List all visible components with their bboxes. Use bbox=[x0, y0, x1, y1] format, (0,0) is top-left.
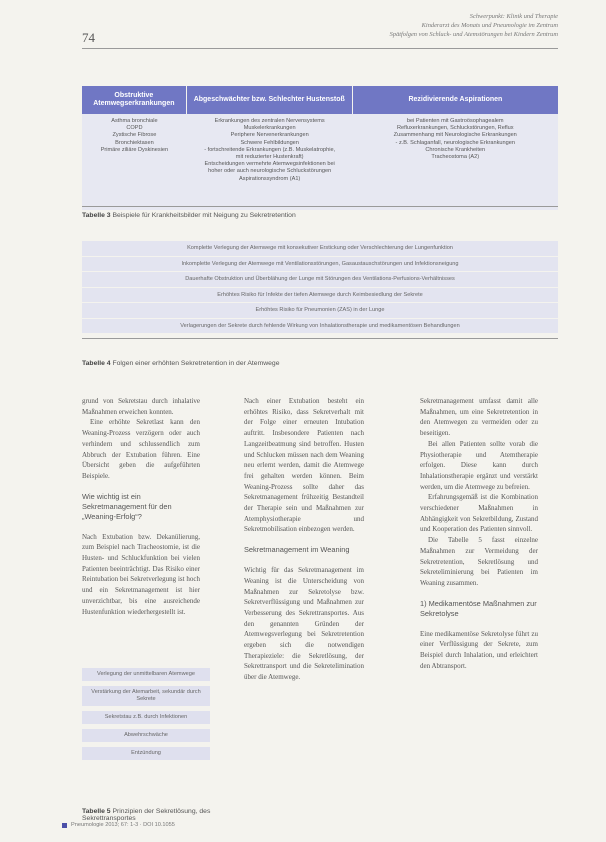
table-cell: Entscheidungen vermehrte Atemwegsinfektionen bei bbox=[204, 161, 335, 168]
table-3 bbox=[82, 86, 558, 210]
paragraph: Nach Extubation bzw. Dekanülierung, zum Beispiel nach Tracheostomie, ist die Husten- und Schluckfunktion bei vielen Patienten beeinträchtigt. Das Risiko einer Reintubation bei Sekretverlegung ist hoch und ein Sekretmanagement ist hier unverzichtbar, bis eine ausreichende Hustenfunktion wiederhergestellt ist. bbox=[82, 532, 200, 616]
table-cell: Asthma bronchiale bbox=[111, 118, 158, 124]
flow-box: Entzündung bbox=[82, 747, 210, 760]
table-cell: - z.B. Schlaganfall, neurologische Erkrankungen bbox=[395, 139, 515, 146]
table-cell: Erkrankungen des zentralen Nervensystems bbox=[214, 118, 325, 124]
header-rule bbox=[82, 48, 558, 49]
page-number: 74 bbox=[82, 30, 95, 45]
flow-box: Sekretstau z.B. durch Infektionen bbox=[82, 711, 210, 724]
table-cell: Bronchiektasen bbox=[115, 139, 154, 146]
flow-diagram bbox=[82, 668, 210, 765]
table-row: Inkomplette Verlegung der Atemwege mit Ventilationsstörungen, Gasaustauschstörungen und Infektionsneigung bbox=[82, 256, 558, 272]
table-cell: COPD bbox=[126, 125, 143, 132]
flow-box: Verstärkung der Atemarbeit, sekundär durch Sekrete bbox=[82, 686, 210, 706]
caption-text: Prinzipien der Sekretlösung, des Sekrettransportes bbox=[82, 808, 211, 822]
running-head-line: Kinderarzt des Monats und Pneumologie im Zentrum bbox=[421, 22, 558, 29]
table-column bbox=[352, 118, 558, 210]
footer-square-icon bbox=[62, 823, 67, 828]
table-4-caption bbox=[82, 360, 280, 367]
table-cell: Primäre ziliäre Dyskinesien bbox=[100, 146, 169, 153]
running-head-line: Spätfolgen von Schluck- und Atemstörungen bei Kindern Zentrum bbox=[389, 31, 558, 38]
running-head bbox=[258, 12, 558, 39]
table-cell: bei Patienten mit Gastroösophagealem bbox=[406, 118, 504, 124]
table-cell: Schwere Fehlbildungen bbox=[240, 139, 299, 146]
flow-box: Abwehrschwäche bbox=[82, 729, 210, 742]
caption-text: Beispiele für Krankheitsbilder mit Neigung zu Sekretretention bbox=[112, 212, 296, 219]
running-head-line: Schwerpunkt: Klinik und Therapie bbox=[469, 13, 558, 20]
footer-text: Pneumologie 2013; 67: 1-3 · DOI 10.1055 bbox=[71, 822, 175, 828]
table-cell: Chronische Krankheiten bbox=[425, 146, 486, 153]
text-column-middle bbox=[244, 396, 364, 683]
paragraph: Erfahrungsgemäß ist die Kombination verschiedener Maßnahmen in Abhängigkeit von Sekretbildung, Zustand und Kooperation des Patienten sinnvoll. bbox=[420, 493, 538, 534]
table-cell: hoher oder auch neurologische Schluckstörungen bbox=[208, 168, 332, 175]
header-cell: Obstruktive Atemwegserkrankungen bbox=[93, 92, 175, 107]
flow-box: Verlegung der unmittelbaren Atemwege bbox=[82, 668, 210, 681]
paragraph: Wichtig für das Sekretmanagement im Weaning ist die Unterscheidung von Maßnahmen zur Sekretolyse bzw. Sekretverflüssigung und Maßnahmen zur Verbesserung des Sekrettransportes. Aus den genannten Gründen der Atemwegsverlegung bei Sekretretention ergeben sich die notwendigen Therapieziele: die Sekretlösung, der Sekrettransport und die Sekretelimination über die Atemwege. bbox=[244, 566, 364, 682]
table-cell: Zystische Fibrose bbox=[112, 132, 157, 139]
table-column bbox=[187, 118, 353, 210]
table-cell: Muskelerkrankungen bbox=[243, 125, 296, 132]
table-row: Dauerhafte Obstruktion und Überblähung der Lunge mit Störungen des Ventilations-Perfusions-Verhältnisses bbox=[82, 271, 558, 287]
table-header bbox=[82, 86, 558, 114]
table-rule bbox=[82, 206, 558, 207]
paragraph: Die Tabelle 5 fasst einzelne Maßnahmen zur Vermeidung der Sekretretention, Sekretlösung und Sekreteliminierung bei Patienten im Weaning zusammen. bbox=[420, 536, 538, 587]
section-heading: 1) Medikamentöse Maßnahmen zur Sekretolyse bbox=[420, 598, 537, 618]
table-column bbox=[82, 118, 187, 210]
table-row: Verlagerungen der Sekrete durch fehlende Wirkung von Inhalationstherapie und medikamentösen Behandlungen bbox=[82, 318, 558, 334]
table-cell: Refluxerkrankungen, Schluckstörungen, Reflux bbox=[396, 125, 514, 132]
caption-label: Tabelle 4 bbox=[82, 360, 111, 367]
paragraph: Eine erhöhte Sekretlast kann den Weaning-Prozess verzögern oder auch verhindern und schlussendlich zum Abbruch der Extubation führen. Eine Übersicht geben die aufgeführten Beispiele. bbox=[82, 418, 200, 480]
table-cell: Zusammenhang mit Neurologische Erkrankungen bbox=[393, 132, 517, 139]
table-cell: mit reduzierter Hustenkraft) bbox=[235, 154, 304, 161]
table-4 bbox=[82, 240, 558, 333]
header-cell: Abgeschwächter bzw. Schlechter Hustenstoß bbox=[186, 86, 352, 114]
table-rule bbox=[82, 338, 558, 339]
table-3-caption bbox=[82, 212, 296, 219]
caption-label: Tabelle 3 bbox=[82, 212, 111, 219]
paragraph: Nach einer Extubation besteht ein erhöhtes Risiko, dass Sekretverhalt mit der Folge einer erneuten Intubation auftritt. Insbesondere Patienten nach Langzeitbeatmung sind betroffen. Husten und Schlucken müssen nach dem Weaning neu erlernt werden, damit die Atemwege frei gehalten werden können. Beim Weaning-Prozess sollte daher das Sekretmanagement frühzeitig Bestandteil der Therapie sein und Maßnahmen zur Atemphysiotherapie und Sekretmobilisation einbezogen werden. bbox=[244, 397, 364, 534]
text-column-right bbox=[420, 396, 538, 671]
table-cell: - fortschreitende Erkrankungen (z.B. Muskelatrophie, bbox=[204, 146, 336, 153]
paragraph: Eine medikamentöse Sekretolyse führt zu einer Verflüssigung der Sekrete, zum Beispiel durch Inhalation, und erleichtert den Abtransport. bbox=[420, 629, 538, 670]
table-row: Komplette Verlegung der Atemwege mit konsekutiver Erstickung oder Verschlechterung der Lungenfunktion bbox=[82, 240, 558, 256]
section-heading: Sekretmanagement im Weaning bbox=[244, 545, 350, 555]
table-5-caption bbox=[82, 808, 222, 822]
text-column-left bbox=[82, 396, 200, 617]
paragraph: grund von Sekretstau durch inhalative Maßnahmen erweichen konnten. bbox=[82, 397, 200, 416]
table-cell: Periphere Nervenerkrankungen bbox=[230, 132, 309, 139]
paragraph: Bei allen Patienten sollte vorab die Physiotherapie und Atemtherapie erfolgen. Diese kann durch Inhalationstherapie ergänzt und verstärkt werden, um die Atemwege zu befreien. bbox=[420, 439, 538, 491]
caption-label: Tabelle 5 bbox=[82, 808, 111, 815]
table-body bbox=[82, 114, 558, 210]
caption-text: Folgen einer erhöhten Sekretretention in der Atemwege bbox=[112, 360, 280, 367]
page-footer bbox=[62, 822, 175, 828]
table-row: Erhöhtes Risiko für Pneumonien (ZAS) in der Lunge bbox=[82, 302, 558, 318]
paragraph: Sekretmanagement umfasst damit alle Maßnahmen, um eine Sekretretention in den Atemwegen zu vermeiden oder zu beseitigen. bbox=[420, 397, 538, 438]
section-heading: Wie wichtig ist ein Sekretmanagement für den „Weaning-Erfolg“? bbox=[82, 491, 172, 521]
table-cell: Tracheostoma (A2) bbox=[431, 154, 480, 161]
table-row: Erhöhtes Risiko für Infekte der tiefen Atemwege durch Keimbesiedlung der Sekrete bbox=[82, 287, 558, 303]
table-cell: Aspirationssyndrom (A1) bbox=[239, 175, 301, 182]
header-cell: Rezidivierende Aspirationen bbox=[352, 86, 558, 114]
